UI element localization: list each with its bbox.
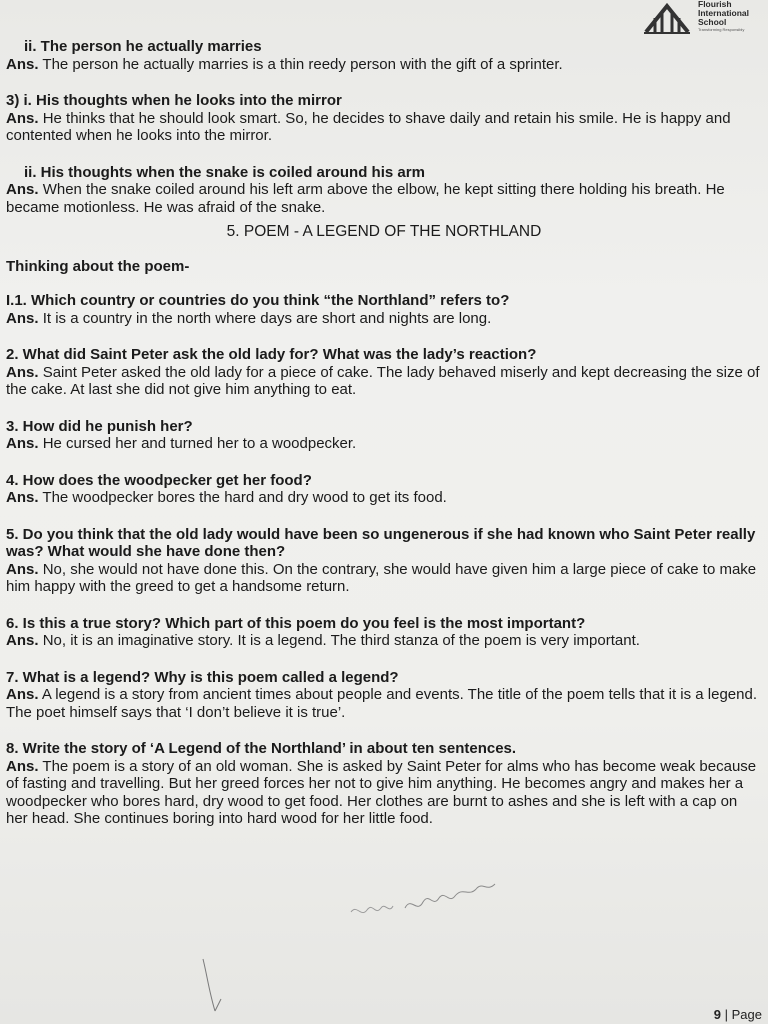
answer: [6, 310, 762, 328]
item-2: [6, 92, 762, 145]
logo-line-2: International: [698, 8, 750, 18]
question-text: 7. What is a legend? Why is this poem called a legend?: [6, 668, 399, 686]
question-3: [6, 418, 762, 453]
logo-line-3: School: [698, 17, 727, 27]
page-number: 9: [713, 1007, 722, 1022]
section-heading: 5. POEM - A LEGEND OF THE NORTHLAND: [226, 223, 542, 240]
logo-tagline: Transforming Responsibly: [698, 27, 745, 32]
school-emblem-icon: [642, 2, 692, 34]
school-logo: [642, 0, 764, 36]
answer: [6, 632, 762, 650]
answer: [6, 56, 762, 74]
ans-label: Ans.: [6, 435, 39, 452]
answer-text: The poem is a story of an old woman. She is asked by Saint Peter for alms who has become weak because of fasting and travelling. But her greed forces her not to give him anything. He becomes angry and makes her a woodpecker who bores hard, dry wood to get food. Her clothes are burnt to ashes and she is left with a cap on her head. She continues boring into hard wood for her little food.: [6, 757, 757, 827]
answer-text: The woodpecker bores the hard and dry wood to get its food.: [42, 489, 447, 506]
question-text: 4. How does the woodpecker get her food?: [6, 471, 312, 489]
answer: [6, 181, 762, 216]
ans-label: Ans.: [6, 363, 39, 381]
question-text: 3. How did he punish her?: [6, 417, 193, 435]
ans-label: Ans.: [6, 55, 39, 73]
answer-text: It is a country in the north where days are short and nights are long.: [42, 309, 492, 327]
handwritten-signature: [345, 868, 515, 928]
question-text: I.1. Which country or countries do you think “the Northland” refers to?: [6, 292, 510, 309]
thinking-heading: Thinking about the poem-: [6, 257, 190, 275]
answer-text: He thinks that he should look smart. So, he decides to shave daily and retain his smile. He is happy and contented when he looks into the mirror.: [6, 109, 731, 144]
question-5: [6, 526, 762, 596]
question-text: 2. What did Saint Peter ask the old lady for? What was the lady’s reaction?: [6, 346, 537, 363]
ans-label: Ans.: [6, 309, 39, 327]
answer-text: When the snake coiled around his left arm above the elbow, he kept sitting there holding his breath. He became motionless. He was afraid of the snake.: [6, 181, 725, 216]
question-4: [6, 472, 762, 507]
question-7: [6, 669, 762, 722]
logo-line-1: Flourish: [698, 0, 732, 9]
question-text: 3) i. His thoughts when he looks into the mirror: [6, 92, 342, 109]
answer: [6, 561, 762, 596]
question-8: [6, 740, 762, 828]
question-6: [6, 615, 762, 650]
question-1: [6, 292, 762, 327]
page-label: Page: [731, 1007, 762, 1022]
answer-text: Saint Peter asked the old lady for a piece of cake. The lady behaved miserly and kept decreasing the size of the cake. At last she did not give him anything to eat.: [6, 363, 760, 398]
answer-text: He cursed her and turned her to a woodpecker.: [42, 435, 357, 452]
answer: [6, 364, 762, 399]
ans-label: Ans.: [6, 757, 39, 775]
ans-label: Ans.: [6, 560, 39, 578]
question-text: ii. His thoughts when the snake is coiled around his arm: [24, 163, 425, 181]
answer: [6, 435, 762, 453]
question-text: 8. Write the story of ‘A Legend of the Northland’ in about ten sentences.: [6, 740, 517, 757]
question-text: ii. The person he actually marries: [24, 38, 262, 55]
question-2: [6, 346, 762, 399]
answer-text: No, it is an imaginative story. It is a legend. The third stanza of the poem is very important.: [42, 632, 640, 649]
answer-text: No, she would not have done this. On the contrary, she would have given him a large piece of cake to make him happy with the greed to get a handsome return.: [6, 560, 757, 595]
ans-label: Ans.: [6, 632, 39, 649]
question-text: 5. Do you think that the old lady would have been so ungenerous if she had known who Saint Peter really was? What would she have done then?: [6, 525, 756, 560]
ans-label: Ans.: [6, 686, 39, 703]
page-footer: [714, 1007, 762, 1022]
item-1: [6, 38, 762, 73]
document-body: [6, 38, 762, 828]
answer: [6, 110, 762, 145]
answer: [6, 686, 762, 721]
answer: [6, 489, 762, 507]
ans-label: Ans.: [6, 109, 39, 127]
answer-text: The person he actually marries is a thin reedy person with the gift of a sprinter.: [42, 55, 563, 73]
ans-label: Ans.: [6, 181, 39, 198]
answer-text: A legend is a story from ancient times about people and events. The title of the poem tells that it is a legend. The poet himself says that ‘I don’t believe it is true’.: [6, 686, 758, 721]
item-3: [6, 164, 762, 217]
ans-label: Ans.: [6, 489, 39, 506]
page-separator: |: [721, 1007, 732, 1022]
pen-mark: [195, 955, 235, 1015]
question-text: 6. Is this a true story? Which part of this poem do you feel is the most important?: [6, 614, 586, 632]
answer: [6, 758, 762, 828]
